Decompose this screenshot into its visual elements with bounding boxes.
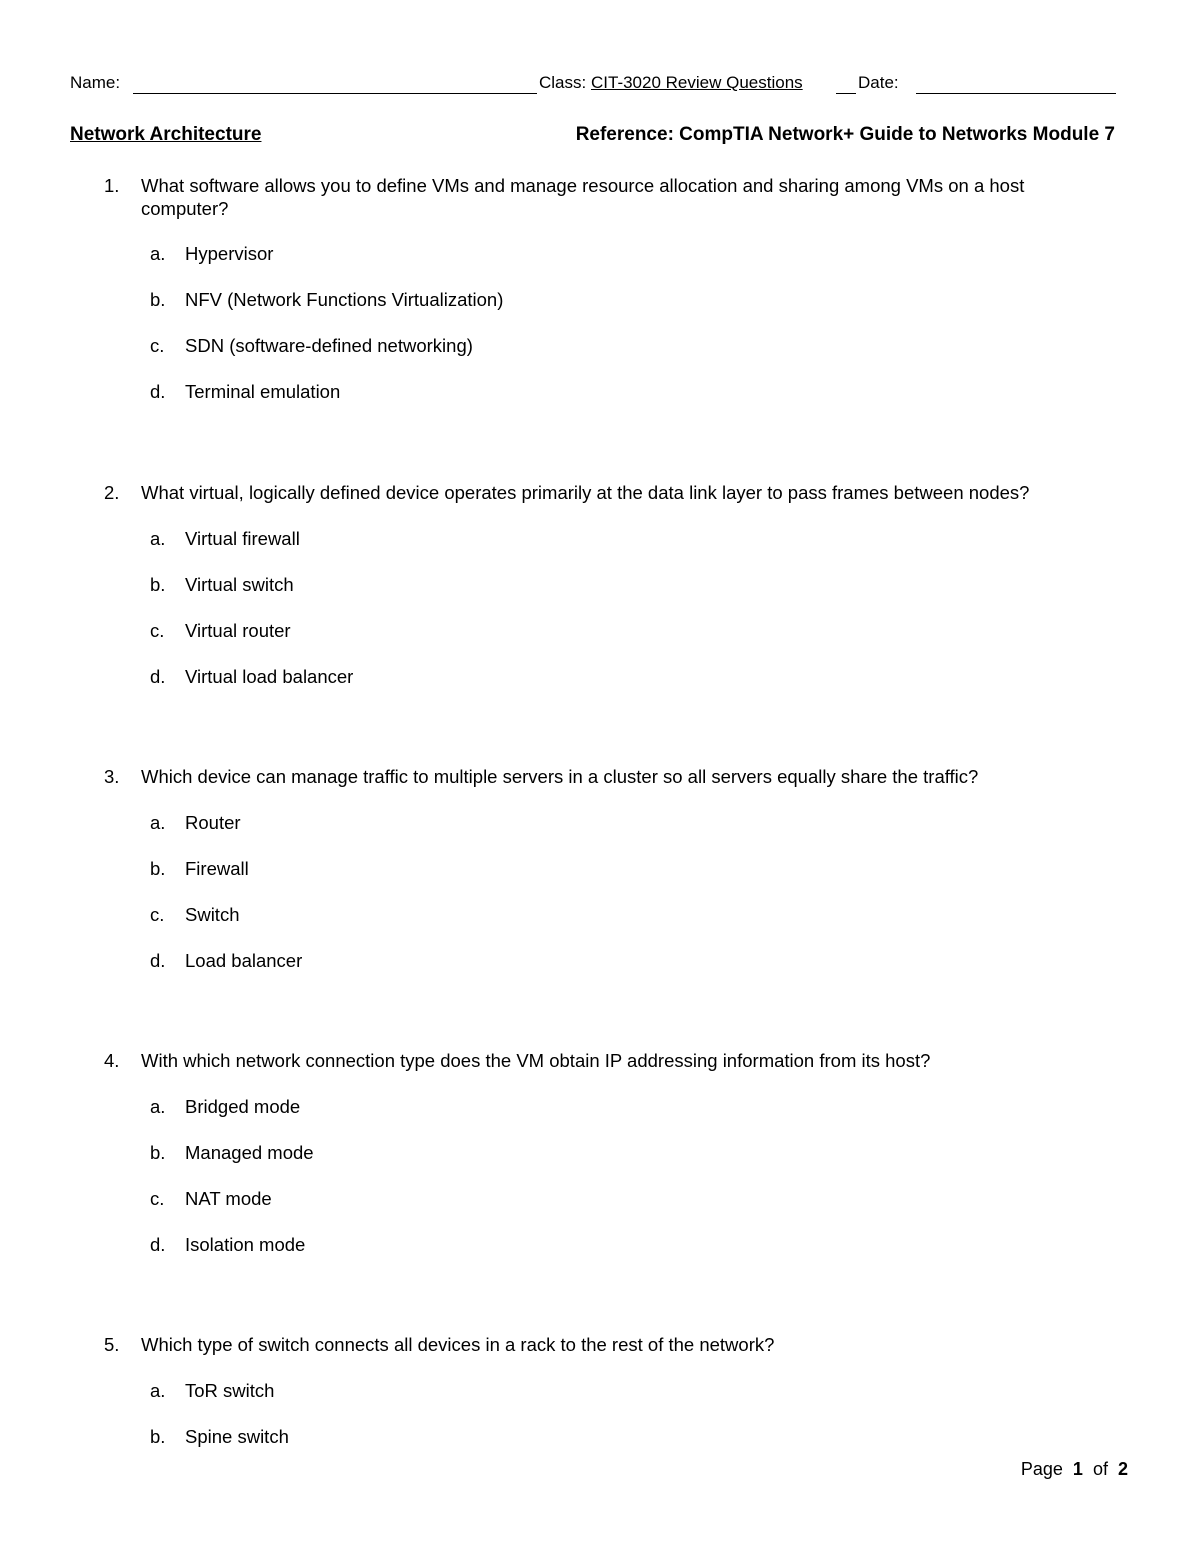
page-footer [1021,1459,1128,1480]
answer-option [0,527,1200,551]
option-text: NAT mode [185,1188,272,1209]
option-letter: c. [150,335,165,356]
option-text: ToR switch [185,1380,275,1401]
option-text: Isolation mode [185,1234,306,1255]
option-text: Switch [185,904,240,925]
option-letter: b. [150,574,166,595]
option-letter: b. [150,1426,166,1447]
page-word: Page [1020,1459,1063,1479]
answer-option [0,811,1200,835]
question-text: Which type of switch connects all devices in a rack to the rest of the network? [141,1334,775,1355]
name-label: Name: [70,73,121,92]
date-label: Date: [858,73,899,92]
option-text: Spine switch [185,1426,289,1447]
option-letter: b. [150,858,166,879]
question-number: 2. [104,482,120,503]
question-text: Which device can manage traffic to multiple servers in a cluster so all servers equally share the traffic? [141,766,979,787]
option-letter: d. [150,1234,166,1255]
answer-option [0,242,1200,266]
option-letter: d. [150,381,166,402]
class-label: Class: [539,73,587,92]
of-word: of [1092,1459,1108,1479]
option-text: NFV (Network Functions Virtualization) [185,289,504,310]
option-text: Firewall [185,858,249,879]
option-letter: c. [150,620,165,641]
option-letter: a. [150,243,166,264]
option-letter: b. [150,1142,166,1163]
option-letter: b. [150,289,166,310]
section-title: Network Architecture [70,124,262,145]
answer-option [0,1379,1200,1403]
question-text: What virtual, logically defined device operates primarily at the data link layer to pass frames between nodes? [141,482,1030,503]
answer-option [0,573,1200,597]
class-blank-line [836,93,856,94]
option-text: Terminal emulation [185,381,341,402]
option-letter: a. [150,1096,166,1117]
option-letter: a. [150,1380,166,1401]
option-text: Bridged mode [185,1096,301,1117]
question-text: With which network connection type does the VM obtain IP addressing information from its host? [141,1050,931,1071]
answer-option [0,903,1200,927]
question-number: 4. [104,1050,120,1071]
option-text: Hypervisor [185,243,274,264]
class-value: CIT-3020 Review Questions [591,73,803,92]
option-text: Virtual firewall [185,528,300,549]
option-letter: c. [150,1188,165,1209]
answer-option [0,619,1200,643]
answer-option [0,1233,1200,1257]
page-current: 1 [1072,1459,1083,1479]
answer-option [0,1095,1200,1119]
question-number: 1. [104,175,120,196]
date-blank-line [916,93,1116,94]
option-letter: c. [150,904,165,925]
answer-option [0,288,1200,312]
option-text: Managed mode [185,1142,314,1163]
answer-option [0,380,1200,404]
option-letter: d. [150,950,166,971]
question-number: 5. [104,1334,120,1355]
option-letter: a. [150,812,166,833]
name-blank-line [133,93,537,94]
option-text: Virtual router [185,620,291,641]
page-total: 2 [1117,1459,1128,1479]
option-text: Router [185,812,241,833]
answer-option [0,857,1200,881]
answer-option [0,949,1200,973]
option-text: Virtual load balancer [185,666,354,687]
option-text: SDN (software-defined networking) [185,335,473,356]
option-letter: a. [150,528,166,549]
answer-option [0,334,1200,358]
section-reference: Reference: CompTIA Network+ Guide to Networks Module 7 [575,124,1115,145]
answer-option [0,665,1200,689]
question-text: What software allows you to define VMs and manage resource allocation and sharing among VMs on a host computer? [141,175,1025,219]
question-number: 3. [104,766,120,787]
header-line [70,73,1120,99]
answer-option [0,1425,1200,1449]
option-text: Virtual switch [185,574,294,595]
answer-option [0,1141,1200,1165]
answer-option [0,1187,1200,1211]
option-letter: d. [150,666,166,687]
option-text: Load balancer [185,950,303,971]
